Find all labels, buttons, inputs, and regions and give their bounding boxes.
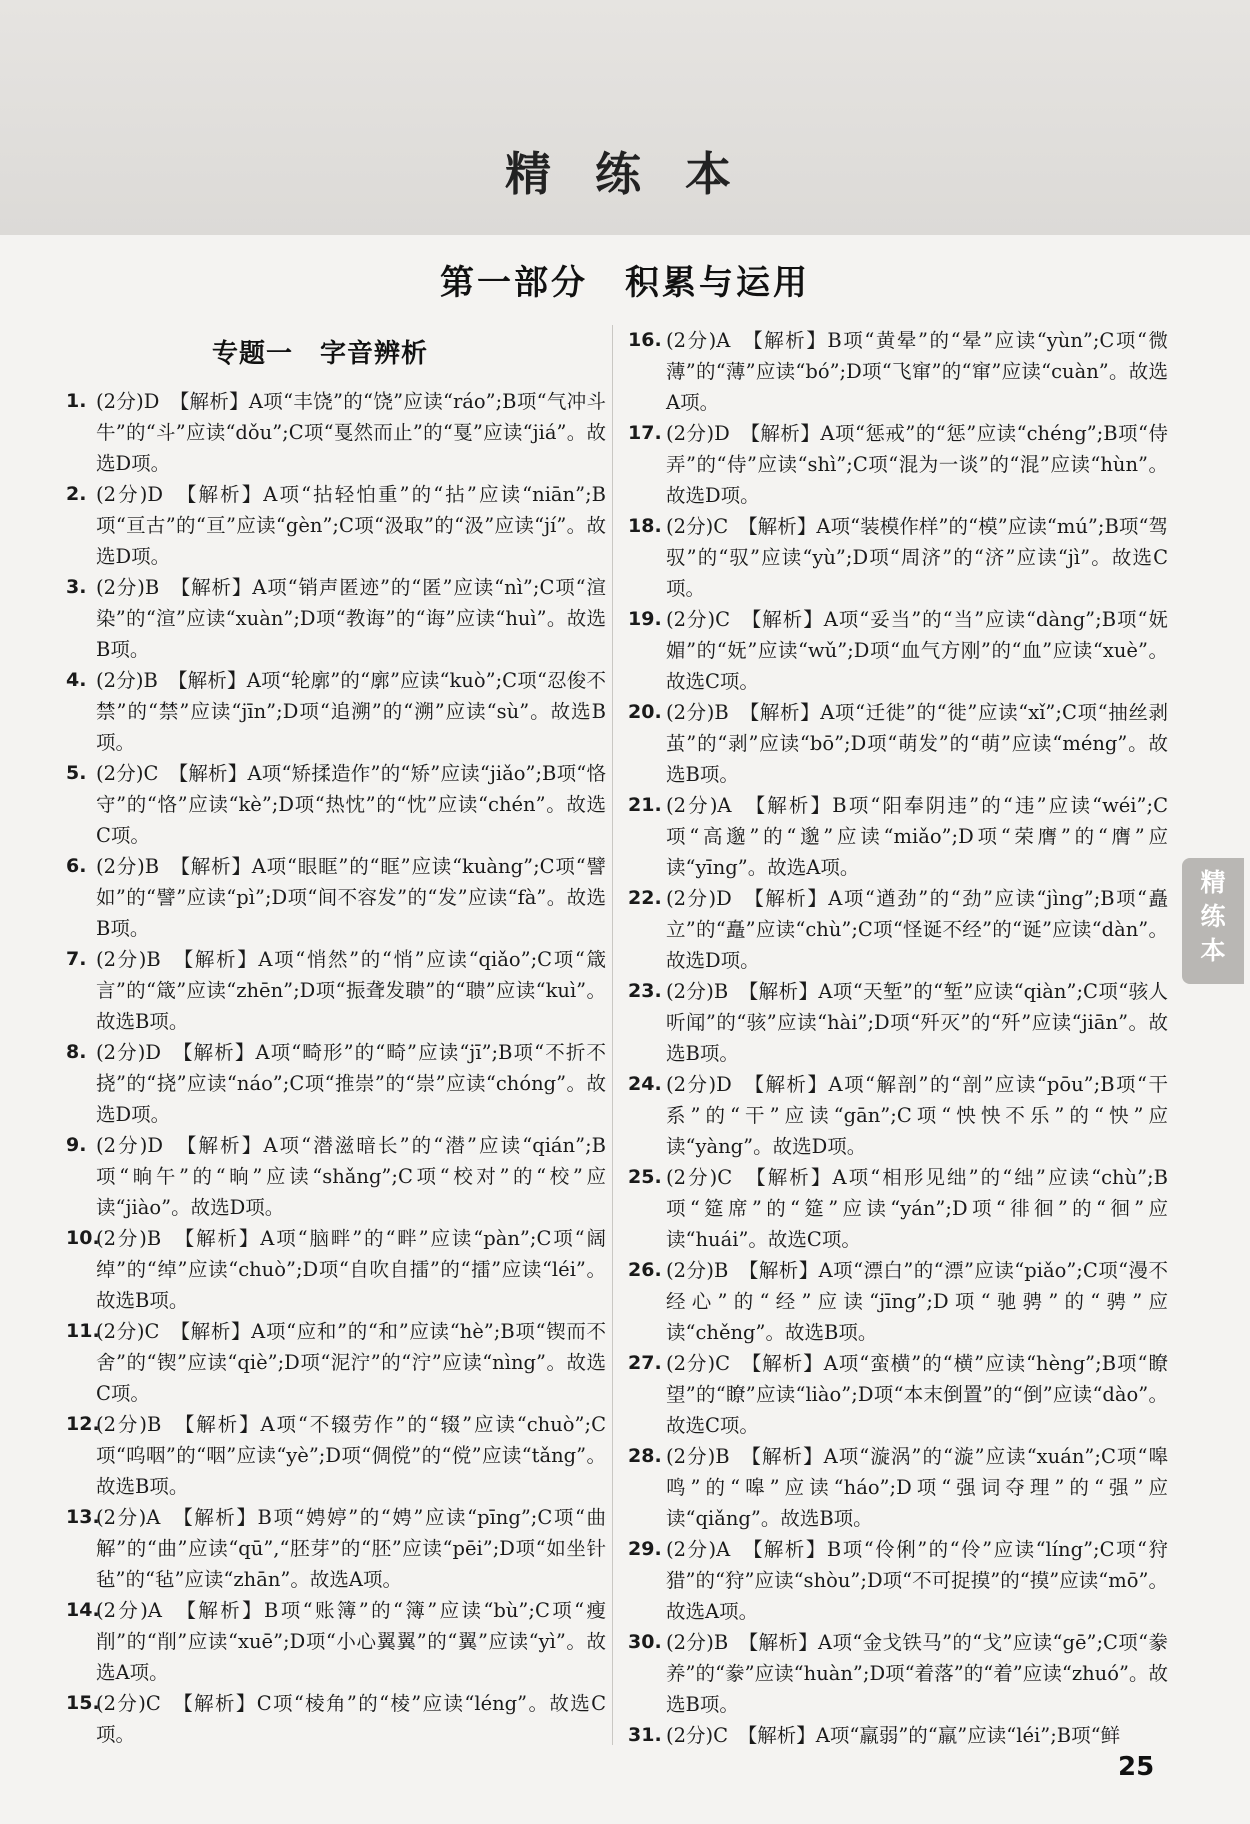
answer-text: (2分)D 【解析】A项“拈轻怕重”的“拈”应读“niān”;B项“亘古”的“亘”应读“gèn”;C项“汲取”的“汲”应读“jí”。故选D项。: [96, 483, 606, 568]
answer-number: 9.: [66, 1134, 87, 1156]
answer-number: 22.: [628, 887, 662, 909]
side-tab-char: 练: [1200, 902, 1226, 931]
answer-item: [66, 665, 606, 758]
answer-number: 11.: [66, 1320, 100, 1342]
answer-item: [66, 1595, 606, 1688]
answer-text: (2分)B 【解析】A项“悄然”的“悄”应读“qiǎo”;C项“箴言”的“箴”应读“zhēn”;D项“振聋发聩”的“聩”应读“kuì”。故选B项。: [96, 948, 606, 1033]
part-title: 第一部分 积累与运用: [440, 263, 810, 303]
answer-text: (2分)A 【解析】B项“娉婷”的“娉”应读“pīng”;C项“曲解”的“曲”应读“qū”,“胚芽”的“胚”应读“pēi”;D项“如坐针毡”的“毡”应读“zhān”。故选A项。: [96, 1506, 606, 1591]
answer-number: 3.: [66, 576, 87, 598]
answer-item: [628, 1069, 1168, 1162]
answer-number: 19.: [628, 608, 662, 630]
answer-number: 7.: [66, 948, 87, 970]
side-tab-char: 精: [1200, 868, 1226, 897]
answer-item: [628, 1255, 1168, 1348]
answer-number: 6.: [66, 855, 87, 877]
answer-text: (2分)B 【解析】A项“眼眶”的“眶”应读“kuàng”;C项“譬如”的“譬”应读“pì”;D项“间不容发”的“发”应读“fà”。故选B项。: [96, 855, 606, 940]
book-title: 精 练 本: [504, 147, 746, 201]
answer-text: (2分)C 【解析】A项“矫揉造作”的“矫”应读“jiǎo”;B项“恪守”的“恪”应读“kè”;D项“热忱”的“忱”应读“chén”。故选C项。: [96, 762, 606, 847]
answer-text: (2分)C 【解析】A项“应和”的“和”应读“hè”;B项“锲而不舍”的“锲”应读“qiè”;D项“泥泞”的“泞”应读“nìng”。故选C项。: [96, 1320, 606, 1405]
answer-item: [66, 758, 606, 851]
answer-text: (2分)D 【解析】A项“遒劲”的“劲”应读“jìng”;B项“矗立”的“矗”应读“chù”;C项“怪诞不经”的“诞”应读“dàn”。故选D项。: [666, 887, 1168, 972]
answer-number: 4.: [66, 669, 87, 691]
page-number: 25: [1118, 1752, 1155, 1782]
answer-text: (2分)C 【解析】A项“羸弱”的“羸”应读“léi”;B项“鲜: [666, 1724, 1121, 1747]
answer-text: (2分)B 【解析】A项“迁徙”的“徙”应读“xǐ”;C项“抽丝剥茧”的“剥”应读“bō”;D项“萌发”的“萌”应读“méng”。故选B项。: [666, 701, 1168, 786]
answer-text: (2分)B 【解析】A项“金戈铁马”的“戈”应读“gē”;C项“豢养”的“豢”应读“huàn”;D项“着落”的“着”应读“zhuó”。故选B项。: [666, 1631, 1168, 1716]
answer-item: [628, 1534, 1168, 1627]
answer-item: [628, 1348, 1168, 1441]
answer-item: [66, 851, 606, 944]
answer-number: 31.: [628, 1724, 662, 1746]
answer-item: [628, 883, 1168, 976]
answer-text: (2分)A 【解析】B项“阳奉阴违”的“违”应读“wéi”;C项“高邈”的“邈”应读“miǎo”;D项“荣膺”的“膺”应读“yīng”。故选A项。: [666, 794, 1168, 879]
answer-text: (2分)C 【解析】A项“蛮横”的“横”应读“hèng”;B项“瞭望”的“瞭”应读“liào”;D项“本末倒置”的“倒”应读“dào”。故选C项。: [666, 1352, 1168, 1437]
answer-item: [66, 1688, 606, 1750]
answer-text: (2分)C 【解析】C项“棱角”的“棱”应读“léng”。故选C项。: [96, 1692, 606, 1746]
answer-number: 25.: [628, 1166, 662, 1188]
answer-item: [66, 1409, 606, 1502]
answer-item: [628, 325, 1168, 418]
answer-number: 15.: [66, 1692, 100, 1714]
answer-number: 27.: [628, 1352, 662, 1374]
answer-number: 20.: [628, 701, 662, 723]
answer-item: [66, 479, 606, 572]
answer-item: [628, 1627, 1168, 1720]
answer-text: (2分)B 【解析】A项“漩涡”的“漩”应读“xuán”;C项“嗥鸣”的“嗥”应读“háo”;D项“强词夺理”的“强”应读“qiǎng”。故选B项。: [666, 1445, 1168, 1530]
answer-text: (2分)B 【解析】A项“销声匿迹”的“匿”应读“nì”;C项“渲染”的“渲”应读“xuàn”;D项“教诲”的“诲”应读“huì”。故选B项。: [96, 576, 606, 661]
answer-number: 1.: [66, 390, 87, 412]
answer-item: [66, 1223, 606, 1316]
answer-number: 10.: [66, 1227, 100, 1249]
answer-text: (2分)A 【解析】B项“黄晕”的“晕”应读“yùn”;C项“微薄”的“薄”应读“bó”;D项“飞窜”的“窜”应读“cuàn”。故选A项。: [666, 329, 1168, 414]
answer-number: 18.: [628, 515, 662, 537]
answer-item: [66, 1502, 606, 1595]
answer-item: [66, 1316, 606, 1409]
answer-text: (2分)B 【解析】A项“轮廓”的“廓”应读“kuò”;C项“忍俊不禁”的“禁”应读“jīn”;D项“追溯”的“溯”应读“sù”。故选B项。: [96, 669, 606, 754]
answer-number: 29.: [628, 1538, 662, 1560]
answer-item: [628, 1720, 1168, 1751]
answer-item: [628, 604, 1168, 697]
answer-text: (2分)D 【解析】A项“丰饶”的“饶”应读“ráo”;B项“气冲斗牛”的“斗”应读“dǒu”;C项“戛然而止”的“戛”应读“jiá”。故选D项。: [96, 390, 606, 475]
answer-text: (2分)C 【解析】A项“装模作样”的“模”应读“mú”;B项“驾驭”的“驭”应读“yù”;D项“周济”的“济”应读“jì”。故选C项。: [666, 515, 1168, 600]
answer-number: 13.: [66, 1506, 100, 1528]
answer-number: 26.: [628, 1259, 662, 1281]
answer-item: [628, 511, 1168, 604]
column-divider: [612, 325, 613, 1745]
answer-text: (2分)A 【解析】B项“账簿”的“簿”应读“bù”;C项“瘦削”的“削”应读“xuē”;D项“小心翼翼”的“翼”应读“yì”。故选A项。: [96, 1599, 606, 1684]
answer-text: (2分)B 【解析】A项“天堑”的“堑”应读“qiàn”;C项“骇人听闻”的“骇”应读“hài”;D项“歼灭”的“歼”应读“jiān”。故选B项。: [666, 980, 1168, 1065]
answer-item: [66, 572, 606, 665]
right-column: [628, 325, 1168, 1751]
answer-number: 16.: [628, 329, 662, 351]
answer-text: (2分)C 【解析】A项“妥当”的“当”应读“dàng”;B项“妩媚”的“妩”应读“wǔ”;D项“血气方刚”的“血”应读“xuè”。故选C项。: [666, 608, 1168, 693]
answer-number: 17.: [628, 422, 662, 444]
answer-text: (2分)D 【解析】A项“潜滋暗长”的“潜”应读“qián”;B项“晌午”的“晌”应读“shǎng”;C项“校对”的“校”应读“jiào”。故选D项。: [96, 1134, 606, 1219]
answer-number: 28.: [628, 1445, 662, 1467]
answer-item: [628, 1441, 1168, 1534]
answer-number: 21.: [628, 794, 662, 816]
answer-number: 8.: [66, 1041, 87, 1063]
answer-number: 23.: [628, 980, 662, 1002]
answer-item: [628, 790, 1168, 883]
answer-item: [628, 418, 1168, 511]
side-tab-char: 本: [1200, 936, 1226, 965]
answer-item: [628, 1162, 1168, 1255]
answer-list-left: [66, 386, 606, 1750]
answer-number: 30.: [628, 1631, 662, 1653]
answer-number: 2.: [66, 483, 87, 505]
answer-text: (2分)B 【解析】A项“脑畔”的“畔”应读“pàn”;C项“阔绰”的“绰”应读“chuò”;D项“自吹自擂”的“擂”应读“léi”。故选B项。: [96, 1227, 606, 1312]
side-tab: [1182, 858, 1244, 984]
answer-text: (2分)D 【解析】A项“惩戒”的“惩”应读“chéng”;B项“侍弄”的“侍”应读“shì”;C项“混为一谈”的“混”应读“hùn”。故选D项。: [666, 422, 1168, 507]
answer-list-right: [628, 325, 1168, 1751]
answer-number: 24.: [628, 1073, 662, 1095]
answer-text: (2分)A 【解析】B项“伶俐”的“伶”应读“líng”;C项“狩猎”的“狩”应读“shòu”;D项“不可捉摸”的“摸”应读“mō”。故选A项。: [666, 1538, 1168, 1623]
answer-text: (2分)B 【解析】A项“漂白”的“漂”应读“piǎo”;C项“漫不经心”的“经”应读“jīng”;D项“驰骋”的“骋”应读“chěng”。故选B项。: [666, 1259, 1168, 1344]
answer-item: [66, 1130, 606, 1223]
answer-text: (2分)B 【解析】A项“不辍劳作”的“辍”应读“chuò”;C项“呜咽”的“咽”应读“yè”;D项“倜傥”的“傥”应读“tǎng”。故选B项。: [96, 1413, 606, 1498]
answer-text: (2分)C 【解析】A项“相形见绌”的“绌”应读“chù”;B项“筵席”的“筵”应读“yán”;D项“徘徊”的“徊”应读“huái”。故选C项。: [666, 1166, 1168, 1251]
answer-number: 14.: [66, 1599, 100, 1621]
left-column: [66, 325, 606, 1750]
answer-text: (2分)D 【解析】A项“畸形”的“畸”应读“jī”;B项“不折不挠”的“挠”应读“náo”;C项“推崇”的“崇”应读“chóng”。故选D项。: [96, 1041, 606, 1126]
answer-number: 5.: [66, 762, 87, 784]
answer-item: [628, 697, 1168, 790]
answer-number: 12.: [66, 1413, 100, 1435]
answer-item: [66, 944, 606, 1037]
answer-text: (2分)D 【解析】A项“解剖”的“剖”应读“pōu”;B项“干系”的“干”应读“gān”;C项“怏怏不乐”的“怏”应读“yàng”。故选D项。: [666, 1073, 1168, 1158]
answer-item: [66, 386, 606, 479]
answer-item: [628, 976, 1168, 1069]
section-title: 专题一 字音辨析: [212, 339, 429, 369]
answer-item: [66, 1037, 606, 1130]
